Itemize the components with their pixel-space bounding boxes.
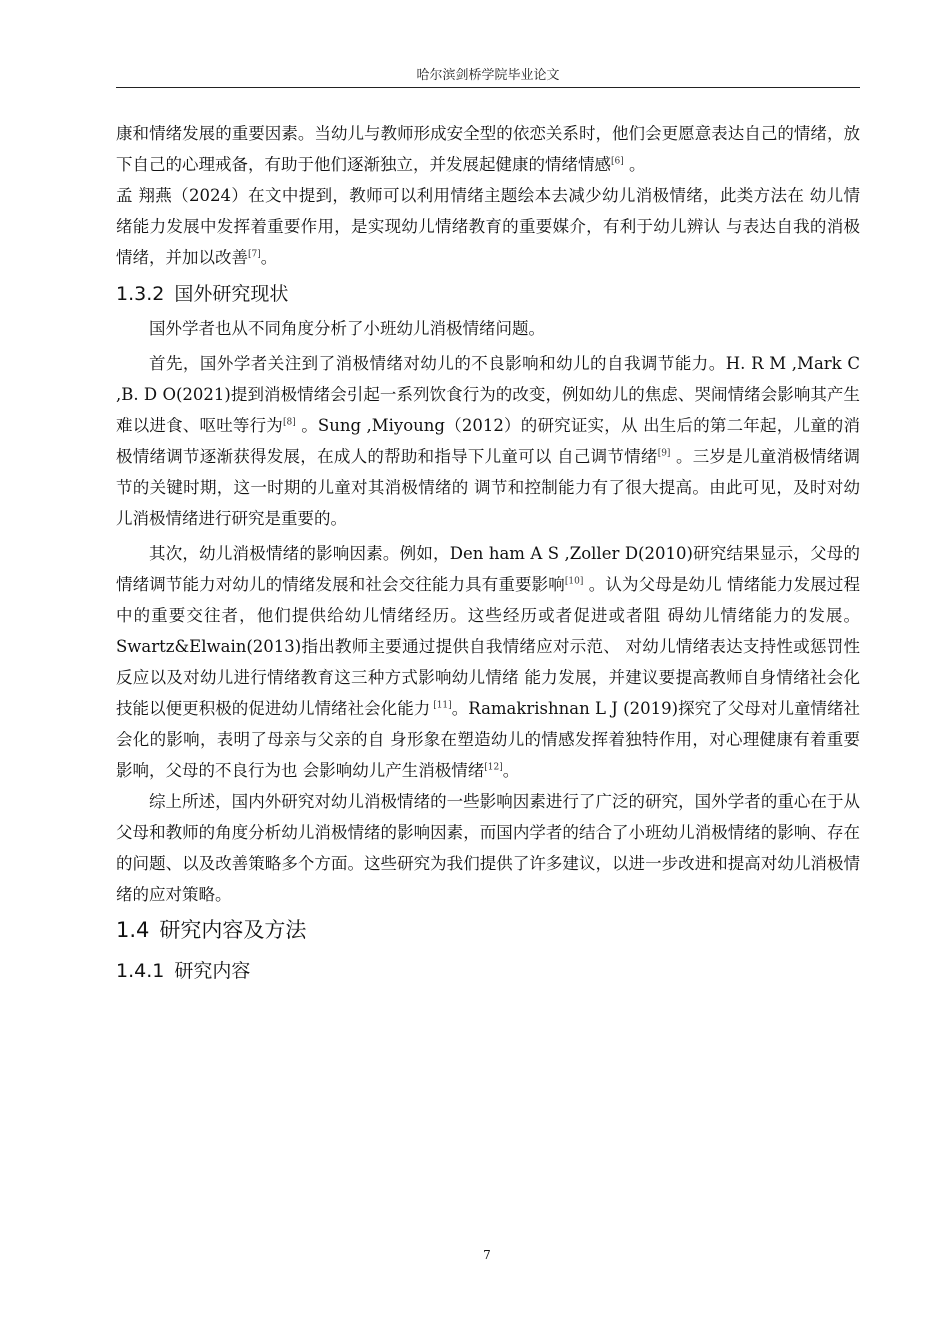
citation-8: [8] (283, 417, 296, 428)
page-body (116, 118, 860, 990)
citation-7: [7] (248, 249, 261, 260)
page-number: 7 (483, 1248, 491, 1262)
section-heading-1-3-2: 1.3.2 国外研究现状 (116, 283, 289, 305)
paragraph-foreign-second: 其次，幼儿消极情绪的影响因素。例如，Den ham A S ,Zoller D(2010)研究结果显示，父母的情绪调节能力对幼儿的情绪发展和社会交往能力具有重要影响[10] 。认为父母是幼儿 情绪能力发展过程中的重要交往者，他们提供给幼儿情绪经历。这些经历或者促进或者阻 碍幼儿情绪能力的发展。Swartz&Elwain(2013)指出教师主要通过提供自我情绪应对示范、 对幼儿情绪表达支持性或惩罚性反应以及对幼儿进行情绪教育这三种方式影响幼儿情绪 能力发展，并建议要提高教师自身情绪社会化技能以便更积极的促进幼儿情绪社会化能力 [11]。Ramakrishnan L J (2019)探究了父母对儿童情绪社会化的影响，表明了母亲与父亲的自 身形象在塑造幼儿的情感发挥着独特作用，对心理健康有着重要影响，父母的不良行为也 会影响幼儿产生消极情绪[12]。 (116, 544, 860, 780)
paragraph-summary: 综上所述，国内外研究对幼儿消极情绪的一些影响因素进行了广泛的研究，国外学者的重心在于从父母和教师的角度分析幼儿消极情绪的影响因素，而国内学者的结合了小班幼儿消极情绪的影响、存在的问题、以及改善策略多个方面。这些研究为我们提供了许多建议，以进一步改进和提高对幼儿消极情绪的应对策略。 (116, 792, 860, 904)
paragraph-continued: 康和情绪发展的重要因素。当幼儿与教师形成安全型的依恋关系时，他们会更愿意表达自己的情绪，放下自己的心理戒备，有助于他们逐渐独立，并发展起健康的情绪情感[6] 。 (116, 124, 860, 174)
citation-11: [11] (430, 700, 452, 711)
section-heading-1-4-1: 1.4.1 研究内容 (116, 960, 251, 982)
citation-6: [6] (611, 156, 624, 167)
citation-9: [9] (657, 448, 671, 459)
section-heading-1-4: 1.4 研究内容及方法 (116, 918, 307, 942)
header-rule (116, 87, 860, 88)
citation-10: [10] (564, 576, 584, 587)
page-header: 哈尔滨剑桥学院毕业论文 (416, 68, 560, 83)
paragraph-meng: 孟 翔燕（2024）在文中提到，教师可以利用情绪主题绘本去减少幼儿消极情绪，此类方法在 幼儿情绪能力发展中发挥着重要作用，是实现幼儿情绪教育的重要媒介，有利于幼儿辨认 与表达自我的消极情绪，并加以改善[7]。 (116, 186, 860, 267)
paragraph-foreign-intro: 国外学者也从不同角度分析了小班幼儿消极情绪问题。 (149, 319, 545, 338)
paragraph-foreign-first: 首先，国外学者关注到了消极情绪对幼儿的不良影响和幼儿的自我调节能力。H. R M ,Mark C ,B. D O(2021)提到消极情绪会引起一系列饮食行为的改变，例如幼儿的焦虑、哭闹情绪会影响其产生难以进食、呕吐等行为[8] 。Sung ,Miyoung（2012）的研究证实，从 出生后的第二年起，儿童的消极情绪调节逐渐获得发展，在成人的帮助和指导下儿童可以 自己调节情绪[9] 。三岁是儿童消极情绪调节的关键时期，这一时期的儿童对其消极情绪的 调节和控制能力有了很大提高。由此可见，及时对幼儿消极情绪进行研究是重要的。 (116, 354, 861, 528)
citation-12: [12] (484, 762, 503, 773)
